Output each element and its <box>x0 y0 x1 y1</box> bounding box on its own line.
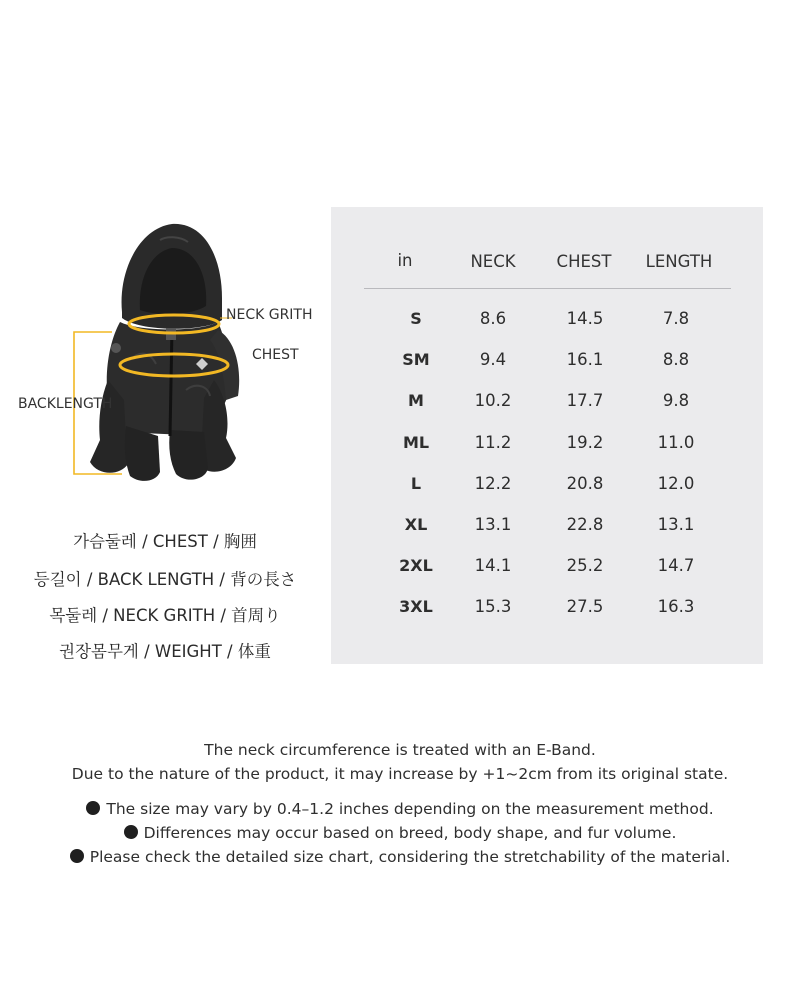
cell-length: 7.8 <box>662 309 690 328</box>
cell-size: XL <box>404 515 428 534</box>
cell-size: SM <box>402 350 430 370</box>
cell-length: 8.8 <box>662 350 690 370</box>
cell-neck: 10.2 <box>474 391 512 411</box>
header-neck: NECK <box>470 252 516 271</box>
cell-neck: 15.3 <box>474 597 512 617</box>
chest-label: CHEST <box>252 347 299 363</box>
cell-chest: 17.7 <box>566 391 604 411</box>
cell-chest: 25.2 <box>566 556 604 576</box>
cell-length: 13.1 <box>657 515 695 534</box>
cell-size: M <box>408 391 424 411</box>
backlength-label: BACKLENGTH <box>18 396 113 412</box>
bullet-icon <box>70 849 84 863</box>
legend-chest: 가슴둘레 / CHEST / 胸囲 <box>73 532 257 551</box>
cell-neck: 9.4 <box>479 350 507 370</box>
note-bullet-text: Please check the detailed size chart, considering the stretchability of the material. <box>89 848 731 866</box>
note-bullet-text: Differences may occur based on breed, body shape, and fur volume. <box>143 824 677 842</box>
raincoat-image <box>90 224 239 481</box>
cell-size: 3XL <box>399 597 433 617</box>
cell-size: 2XL <box>399 556 433 576</box>
cell-size: L <box>410 473 422 493</box>
legend-back-length: 등길이 / BACK LENGTH / 背の長さ <box>33 570 297 589</box>
note-bullet-3 <box>0 848 800 866</box>
legend-weight: 권장몸무게 / WEIGHT / 体重 <box>59 642 271 661</box>
cell-chest: 27.5 <box>566 597 604 617</box>
cell-chest: 16.1 <box>566 350 604 370</box>
note-bullet-1 <box>0 800 800 818</box>
cell-chest: 19.2 <box>566 432 604 452</box>
cell-chest: 20.8 <box>566 473 604 493</box>
bullet-icon <box>86 801 100 815</box>
cell-neck: 13.1 <box>474 515 512 534</box>
legend-neck: 목둘레 / NECK GRITH / 首周り <box>49 606 281 625</box>
cell-length: 11.0 <box>657 432 695 452</box>
header-length: LENGTH <box>645 252 713 271</box>
cell-neck: 14.1 <box>474 556 512 576</box>
header-chest: CHEST <box>556 252 612 271</box>
bullet-icon <box>124 825 138 839</box>
cell-neck: 12.2 <box>474 473 512 493</box>
neck-label: NECK GRITH <box>226 307 313 323</box>
cell-size: S <box>410 309 422 328</box>
header-divider <box>364 288 731 289</box>
cell-chest: 14.5 <box>566 309 604 328</box>
note-line-2: Due to the nature of the product, it may increase by +1~2cm from its original state. <box>71 765 729 783</box>
cell-size: ML <box>402 432 430 452</box>
note-bullet-2 <box>0 824 800 842</box>
cell-neck: 8.6 <box>479 309 507 328</box>
note-line-1: The neck circumference is treated with an E-Band. <box>204 741 596 759</box>
cell-length: 12.0 <box>657 473 695 493</box>
cell-neck: 11.2 <box>474 432 512 452</box>
note-bullet-text: The size may vary by 0.4–1.2 inches depending on the measurement method. <box>106 800 714 818</box>
cell-chest: 22.8 <box>566 515 604 534</box>
header-unit: in <box>397 251 413 270</box>
cell-length: 14.7 <box>657 556 695 576</box>
cell-length: 16.3 <box>657 597 695 617</box>
cell-length: 9.8 <box>662 391 690 411</box>
